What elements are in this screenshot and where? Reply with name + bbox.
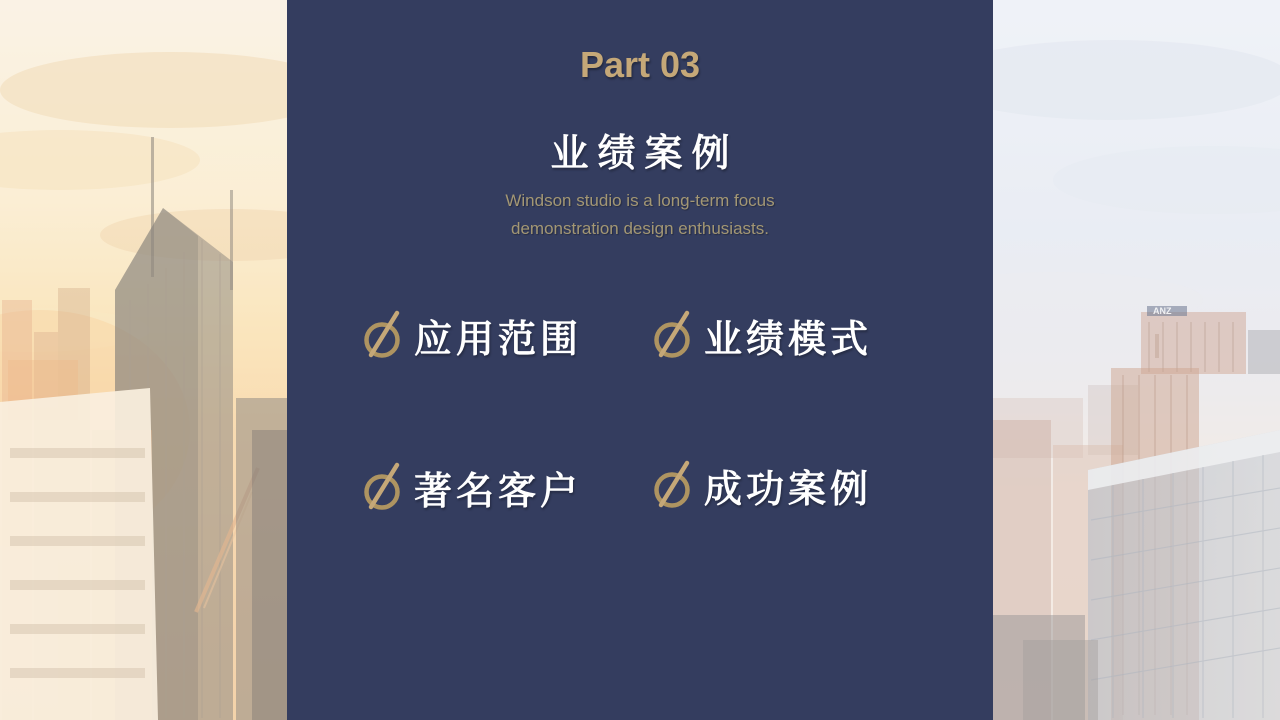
feature-item-label: 业绩模式 [704,318,873,361]
subtitle-line-2: demonstration design enthusiasts. [511,219,769,238]
feature-item-success-cases [653,457,872,513]
anz-logo-text: ANZ [1153,306,1172,316]
feature-item-application-scope [363,307,582,363]
slide-subtitle [287,187,993,243]
circle-slash-icon [363,459,407,515]
circle-slash-icon [653,457,697,513]
content-panel [287,0,993,720]
feature-item-label: 应用范围 [414,318,583,361]
right-city-skyline-graphic [993,0,1280,720]
right-background-photo [993,0,1280,720]
feature-item-label: 成功案例 [704,468,873,511]
feature-item-performance-model [653,307,872,363]
circle-slash-icon [653,307,697,363]
subtitle-line-1: Windson studio is a long-term focus [505,191,775,210]
part-number-label: Part 03 [579,44,701,85]
left-background-photo [0,0,287,720]
feature-item-famous-clients [363,459,582,515]
circle-slash-icon [363,307,407,363]
left-city-skyline-graphic [0,0,287,720]
feature-item-label: 著名客户 [414,470,583,513]
slide-title: 业绩案例 [550,133,739,175]
